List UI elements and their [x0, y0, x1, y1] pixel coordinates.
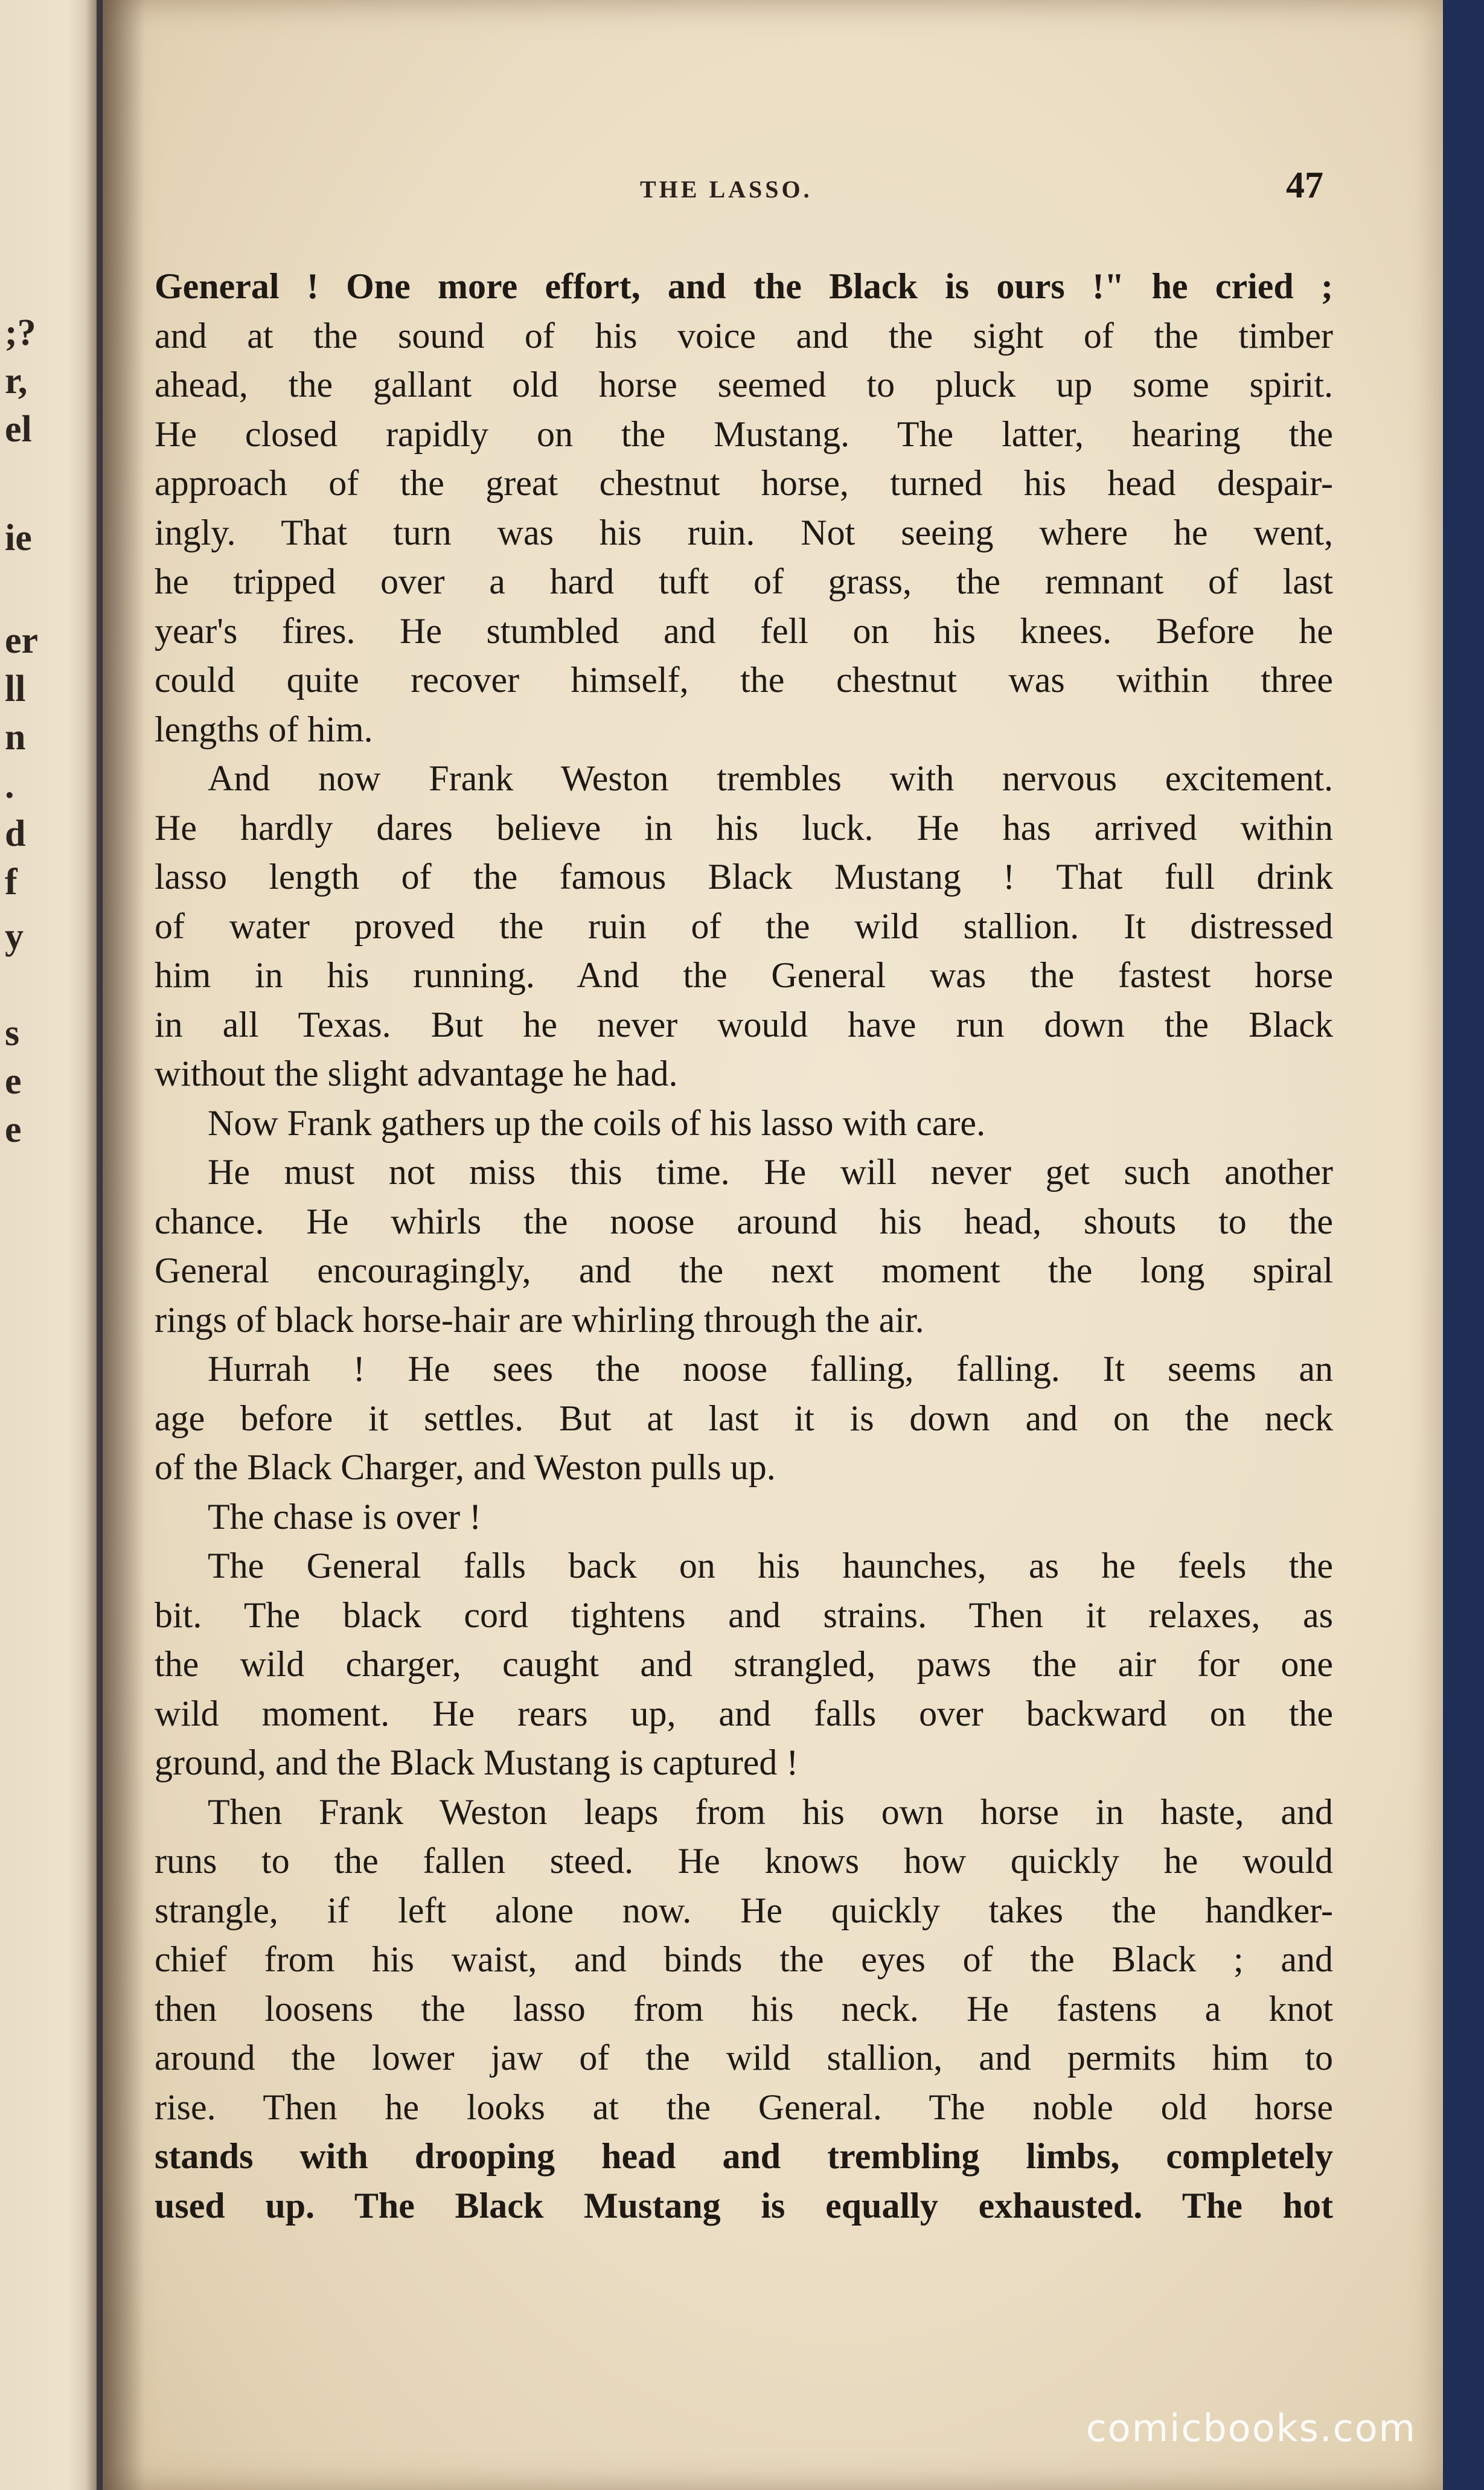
- text-line: around the lower jaw of the wild stallion, and permits him to: [155, 2038, 1333, 2078]
- text-line: of the Black Charger, and Weston pulls up.: [155, 1447, 776, 1487]
- text-line: approach of the great chestnut horse, turned his head despair-: [155, 463, 1333, 503]
- text-line: Then Frank Weston leaps from his own horse in haste, and: [208, 1791, 1333, 1832]
- text-line: he tripped over a hard tuft of grass, the remnant of last: [155, 562, 1333, 601]
- text-line: wild moment. He rears up, and falls over backward on the: [155, 1693, 1333, 1733]
- text-line: of water proved the ruin of the wild stallion. It distressed: [155, 906, 1333, 946]
- text-line: age before it settles. But at last it is down and on the neck: [155, 1398, 1333, 1438]
- running-head: THE LASSO.: [640, 176, 813, 203]
- facing-page-fragment: y: [5, 916, 24, 957]
- text-line: Now Frank gathers up the coils of his lasso with care.: [208, 1103, 986, 1143]
- facing-page-fragment: r,: [5, 360, 28, 402]
- text-line: chief from his waist, and binds the eyes of the Black ; and: [155, 1939, 1333, 1979]
- facing-page-fragment: e: [5, 1061, 22, 1102]
- facing-page-fragment: s: [5, 1013, 20, 1054]
- text-line: him in his running. And the General was the fastest horse: [155, 955, 1333, 995]
- facing-page-fragment: f: [5, 862, 18, 903]
- facing-page-fragment: ;?: [5, 312, 36, 353]
- facing-page-fragment: ie: [5, 517, 32, 558]
- text-line: ahead, the gallant old horse seemed to pluck up some spirit.: [155, 365, 1333, 405]
- text-line: without the slight advantage he had.: [155, 1054, 678, 1093]
- body-text: [155, 262, 1333, 2230]
- text-line: strangle, if left alone now. He quickly takes the handker-: [155, 1890, 1333, 1930]
- facing-page-fragment: d: [5, 813, 26, 854]
- text-line: The chase is over !: [208, 1496, 482, 1537]
- text-line: ground, and the Black Mustang is captured !: [155, 1743, 799, 1782]
- text-line: rise. Then he looks at the General. The noble old horse: [155, 2087, 1333, 2127]
- text-line: He closed rapidly on the Mustang. The latter, hearing the: [155, 414, 1333, 454]
- text-line: then loosens the lasso from his neck. He fastens a knot: [155, 1988, 1333, 2029]
- gutter-shadow: [103, 0, 145, 2490]
- text-line: stands with drooping head and trembling limbs, completely: [155, 2136, 1333, 2176]
- text-line: And now Frank Weston trembles with nervous excitement.: [208, 758, 1333, 798]
- facing-page-fragment: el: [5, 409, 32, 450]
- text-line: the wild charger, caught and strangled, paws the air for one: [155, 1644, 1333, 1684]
- text-line: used up. The Black Mustang is equally exhausted. The hot: [155, 2185, 1333, 2226]
- text-line: ingly. That turn was his ruin. Not seeing where he went,: [155, 512, 1333, 552]
- facing-page-fragment: .: [5, 765, 14, 806]
- facing-page-fragment: er: [5, 620, 39, 661]
- text-line: He must not miss this time. He will never get such another: [208, 1152, 1333, 1192]
- watermark: comicbooks.com: [1086, 2406, 1416, 2450]
- text-line: General encouragingly, and the next moment the long spiral: [155, 1250, 1333, 1290]
- text-line: rings of black horse-hair are whirling through the air.: [155, 1299, 924, 1340]
- text-line: lasso length of the famous Black Mustang ! That full drink: [155, 857, 1333, 897]
- text-line: lengths of him.: [155, 709, 373, 749]
- facing-page-fragment: n: [5, 717, 26, 758]
- text-line: The General falls back on his haunches, as he feels the: [208, 1546, 1333, 1586]
- text-line: chance. He whirls the noose around his head, shouts to the: [155, 1201, 1333, 1241]
- text-line: Hurrah ! He sees the noose falling, falling. It seems an: [208, 1349, 1333, 1389]
- page-number: 47: [1286, 165, 1323, 206]
- text-line: could quite recover himself, the chestnut was within three: [155, 660, 1333, 700]
- text-line: year's fires. He stumbled and fell on his knees. Before he: [155, 610, 1333, 651]
- text-line: He hardly dares believe in his luck. He has arrived within: [155, 807, 1333, 848]
- facing-page-fragment: e: [5, 1109, 22, 1150]
- text-line: in all Texas. But he never would have run down the Black: [155, 1004, 1333, 1045]
- text-line: and at the sound of his voice and the sight of the timber: [155, 315, 1333, 356]
- facing-page-fragment: ll: [5, 668, 26, 709]
- text-line: bit. The black cord tightens and strains. Then it relaxes, as: [155, 1595, 1333, 1635]
- text-line: runs to the fallen steed. He knows how quickly he would: [155, 1841, 1333, 1881]
- text-line: General ! One more effort, and the Black is ours !" he cried ;: [155, 266, 1333, 306]
